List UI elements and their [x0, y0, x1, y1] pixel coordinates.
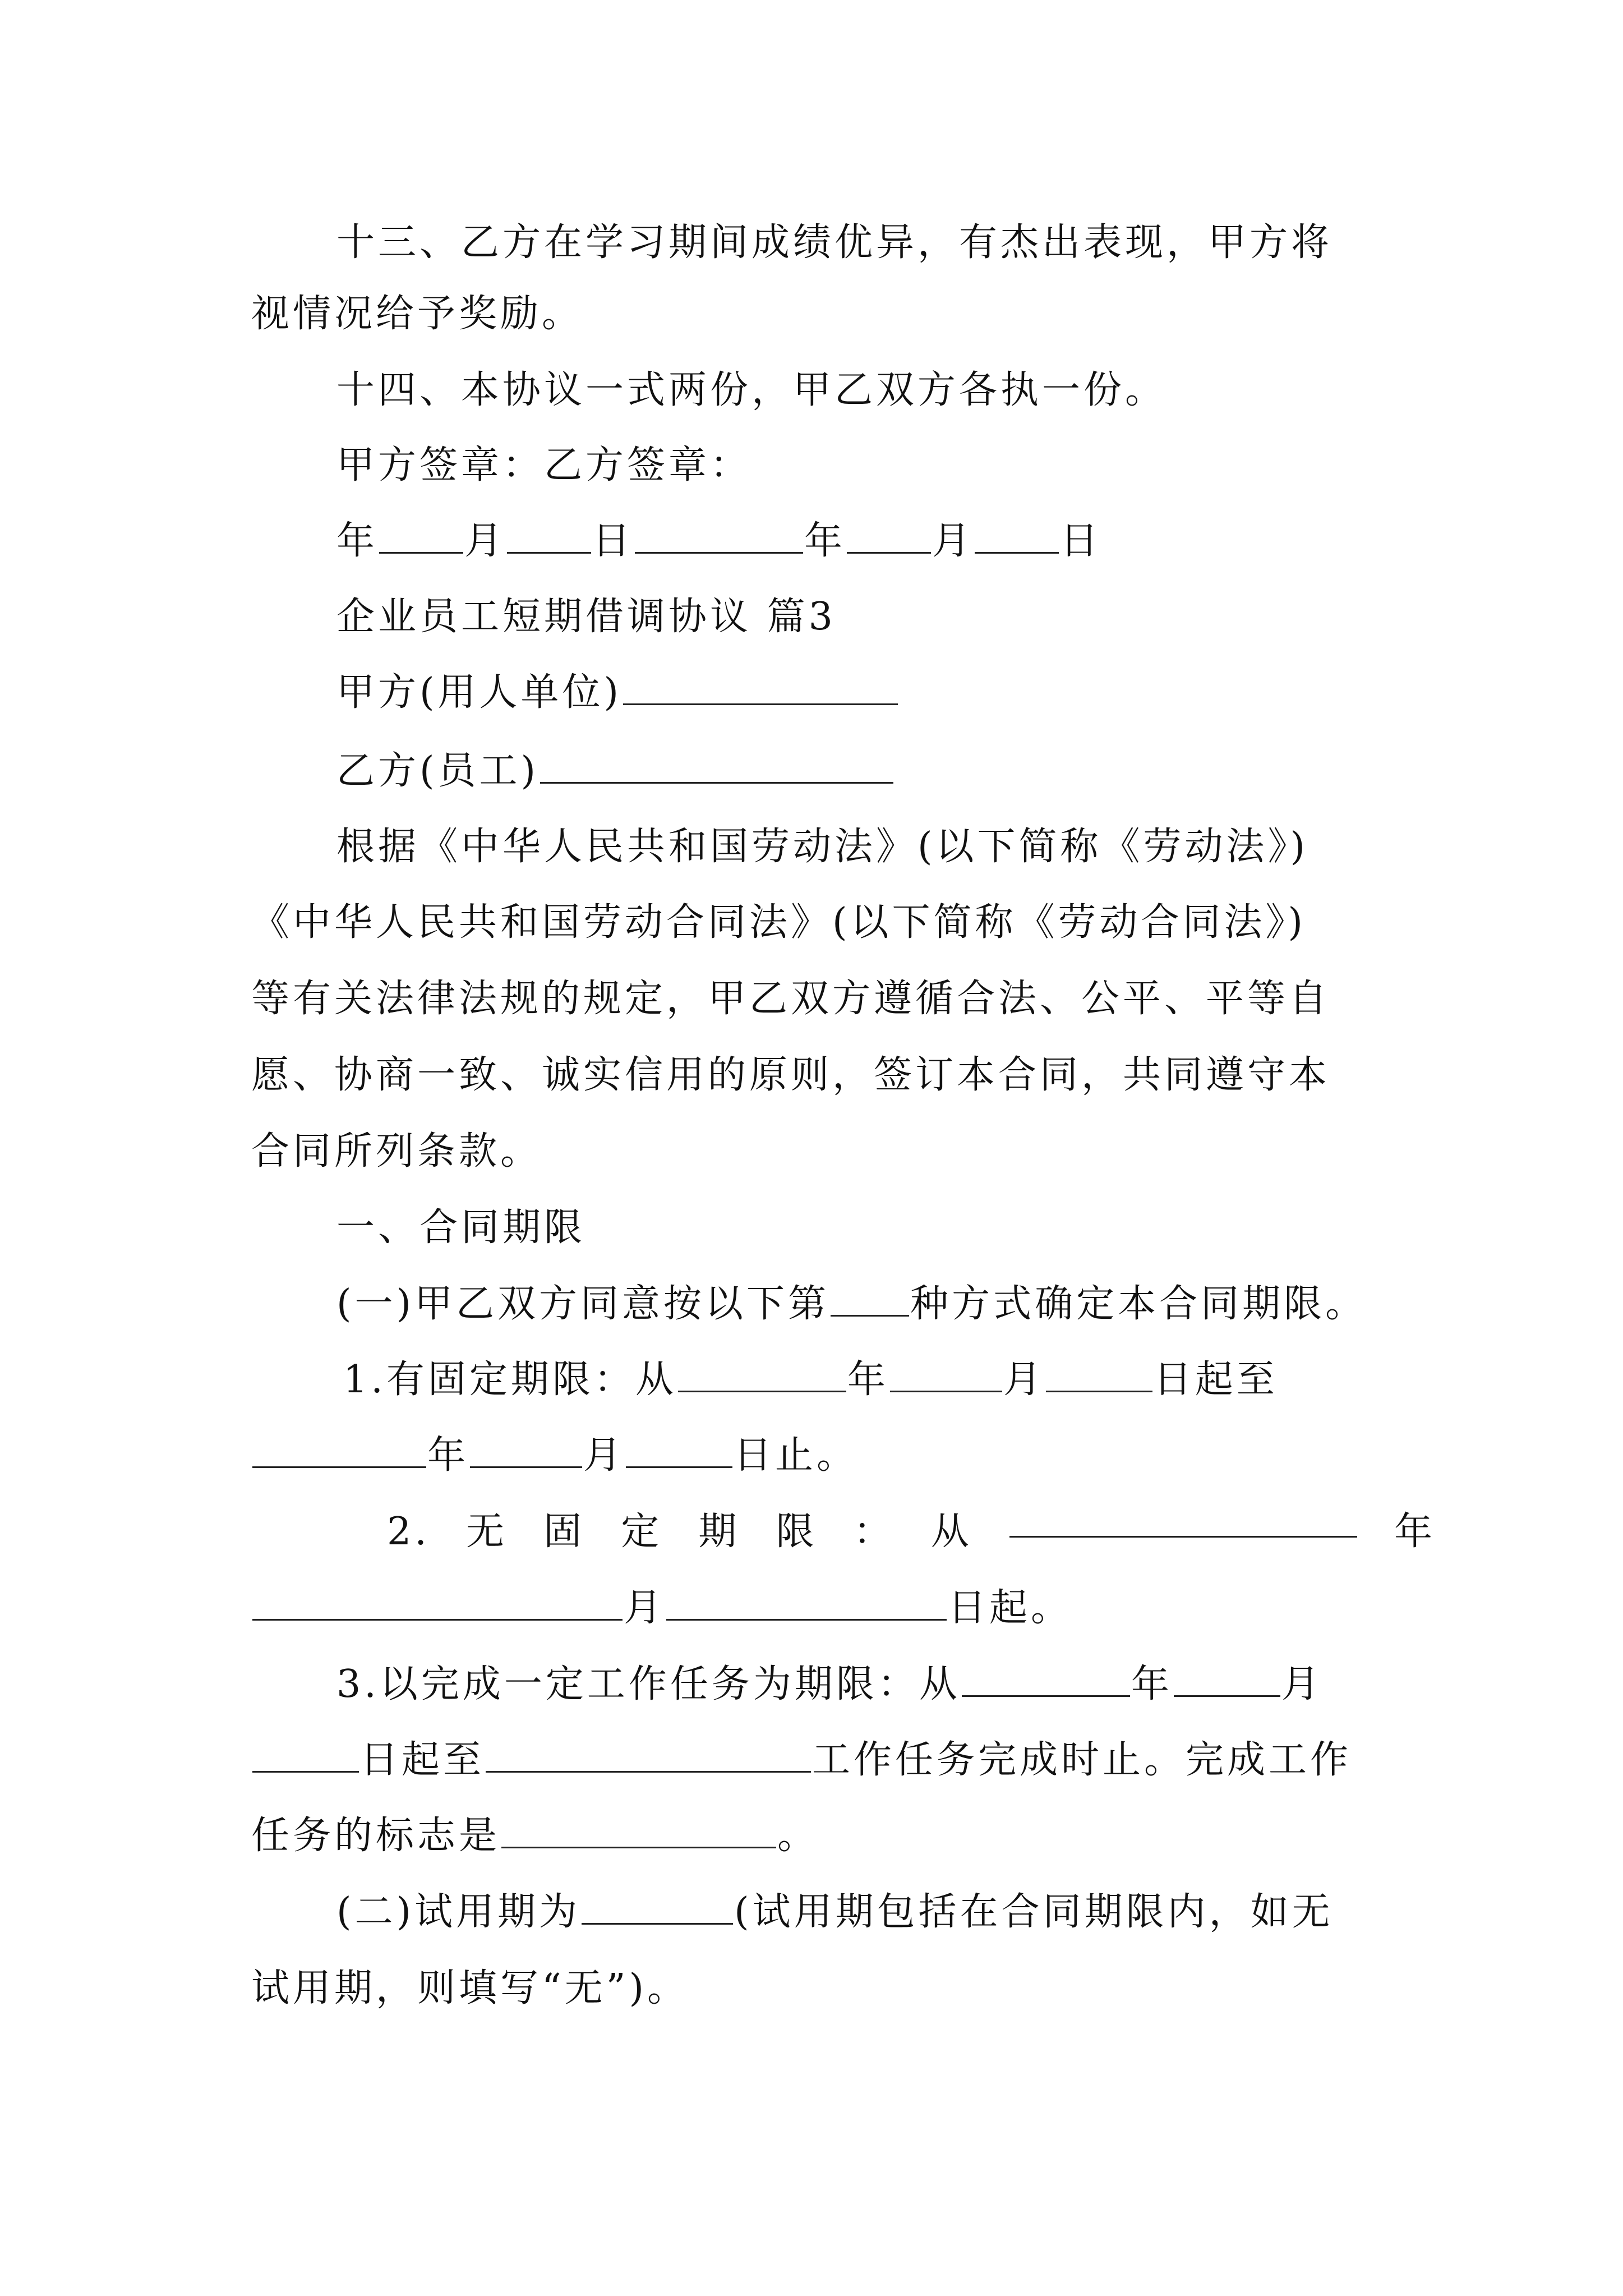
- unfixed-c4: 期: [698, 1510, 740, 1554]
- probation-line-1: [336, 1881, 1481, 1943]
- task-mark-label: 任务的标志是: [251, 1814, 501, 1858]
- unfixed-c7: 从: [930, 1510, 972, 1554]
- preamble-line-3: 等有关法律法规的规定，甲乙双方遵循合法、公平、平等自: [251, 977, 1331, 1021]
- sig-day-2: 日: [1060, 519, 1102, 563]
- task-year-field[interactable]: [962, 1660, 1130, 1697]
- sig-month-2: 月: [932, 519, 974, 563]
- fixed-end-year-label: 年: [427, 1433, 469, 1478]
- sig-day-1: 日: [592, 519, 634, 563]
- task-month-label: 月: [1281, 1662, 1323, 1706]
- section-title: 企业员工短期借调协议 篇3: [336, 595, 836, 639]
- sig-day-blank-2[interactable]: [975, 517, 1059, 554]
- unfixed-num: 2.: [387, 1510, 430, 1554]
- unfixed-c5: 限: [776, 1510, 818, 1554]
- fixed-end-label: 日止。: [734, 1433, 859, 1478]
- term-intro-line: [336, 1273, 1481, 1335]
- party-b-field[interactable]: [540, 747, 893, 784]
- sig-year-2: 年: [804, 519, 846, 563]
- unfixed-c3: 定: [621, 1510, 663, 1554]
- task-tail-label: 工作任务完成时止。完成工作: [812, 1738, 1352, 1782]
- task-start-label: 日起至: [360, 1738, 485, 1782]
- fixed-end-day-field[interactable]: [626, 1432, 732, 1468]
- unfixed-year-label: 年: [1394, 1510, 1436, 1554]
- task-year-label: 年: [1131, 1662, 1173, 1706]
- clause-13-line-1: 十三、乙方在学习期间成绩优异，有杰出表现，甲方将: [336, 220, 1333, 265]
- party-a-label: 甲方(用人单位): [336, 670, 623, 715]
- fixed-month-field[interactable]: [890, 1356, 1002, 1392]
- clause-14: 十四、本协议一式两份，甲乙双方各执一份。: [336, 368, 1167, 412]
- task-day-field[interactable]: [252, 1736, 359, 1773]
- probation-note: (试用期包括在合同期限内，如无: [734, 1890, 1334, 1934]
- unfixed-start-label: 日起。: [948, 1586, 1073, 1630]
- sig-gap-blank[interactable]: [635, 517, 803, 554]
- task-term-line-3: [251, 1805, 1395, 1867]
- preamble-line-2: 《中华人民共和国劳动合同法》(以下简称《劳动合同法》): [251, 900, 1307, 945]
- task-month-field[interactable]: [1174, 1660, 1280, 1697]
- sig-year-1: 年: [336, 519, 379, 563]
- signature-label: 甲方签章：乙方签章：: [336, 443, 752, 487]
- sig-month-blank-1[interactable]: [379, 517, 463, 554]
- party-a-field[interactable]: [623, 669, 898, 705]
- fixed-end-month-label: 月: [583, 1433, 625, 1478]
- fixed-day-field[interactable]: [1046, 1356, 1152, 1392]
- sig-month-blank-2[interactable]: [847, 517, 931, 554]
- party-a-line: [336, 662, 1481, 724]
- unfixed-c6: ：: [853, 1510, 895, 1554]
- signature-date-line: [336, 510, 1481, 572]
- heading-contract-term: 一、合同期限: [336, 1205, 586, 1250]
- task-term-line-1: [336, 1654, 1481, 1715]
- preamble-line-4: 愿、协商一致、诚实信用的原则，签订本合同，共同遵守本: [251, 1053, 1331, 1097]
- unfixed-term-line-1: [387, 1501, 1531, 1563]
- task-end-field[interactable]: [486, 1736, 811, 1773]
- task-mark-end: 。: [777, 1814, 819, 1858]
- unfixed-term-line-2: [251, 1577, 1395, 1639]
- unfixed-month-label: 月: [624, 1586, 666, 1630]
- preamble-line-5: 合同所列条款。: [251, 1129, 542, 1174]
- fixed-year-field[interactable]: [678, 1356, 846, 1392]
- fixed-start-label: 日起至: [1153, 1358, 1278, 1402]
- unfixed-day-field[interactable]: [666, 1584, 947, 1621]
- term-method-field[interactable]: [831, 1280, 909, 1317]
- term-intro-a: (一)甲乙双方同意按以下第: [336, 1282, 830, 1326]
- unfixed-c1: 无: [466, 1510, 508, 1554]
- sig-month-1: 月: [464, 519, 506, 563]
- fixed-year-label: 年: [847, 1358, 889, 1402]
- unfixed-year-field[interactable]: [1009, 1501, 1357, 1538]
- fixed-term-line-2: [251, 1425, 1395, 1487]
- term-intro-b: 种方式确定本合同期限。: [910, 1282, 1367, 1326]
- sig-day-blank-1[interactable]: [507, 517, 591, 554]
- unfixed-month-field[interactable]: [252, 1584, 623, 1621]
- task-term-label: 3.以完成一定工作任务为期限：从: [336, 1662, 961, 1706]
- fixed-end-month-field[interactable]: [470, 1432, 582, 1468]
- party-b-line: [336, 740, 1481, 802]
- probation-field[interactable]: [582, 1888, 733, 1925]
- task-mark-field[interactable]: [501, 1812, 776, 1848]
- party-b-label: 乙方(员工): [336, 749, 540, 793]
- preamble-line-1: 根据《中华人民共和国劳动法》(以下简称《劳动法》): [336, 825, 1309, 869]
- fixed-term-line-1: [343, 1349, 1487, 1411]
- fixed-month-label: 月: [1003, 1358, 1045, 1402]
- probation-label: (二)试用期为: [336, 1890, 581, 1934]
- task-term-line-2: [251, 1729, 1395, 1791]
- fixed-end-year-field[interactable]: [252, 1432, 426, 1468]
- fixed-term-label: 1.有固定期限：从: [343, 1358, 677, 1402]
- clause-13-line-2: 视情况给予奖励。: [251, 292, 584, 336]
- unfixed-c2: 固: [543, 1510, 585, 1554]
- probation-line-2: 试用期，则填写“无”)。: [251, 1966, 689, 2010]
